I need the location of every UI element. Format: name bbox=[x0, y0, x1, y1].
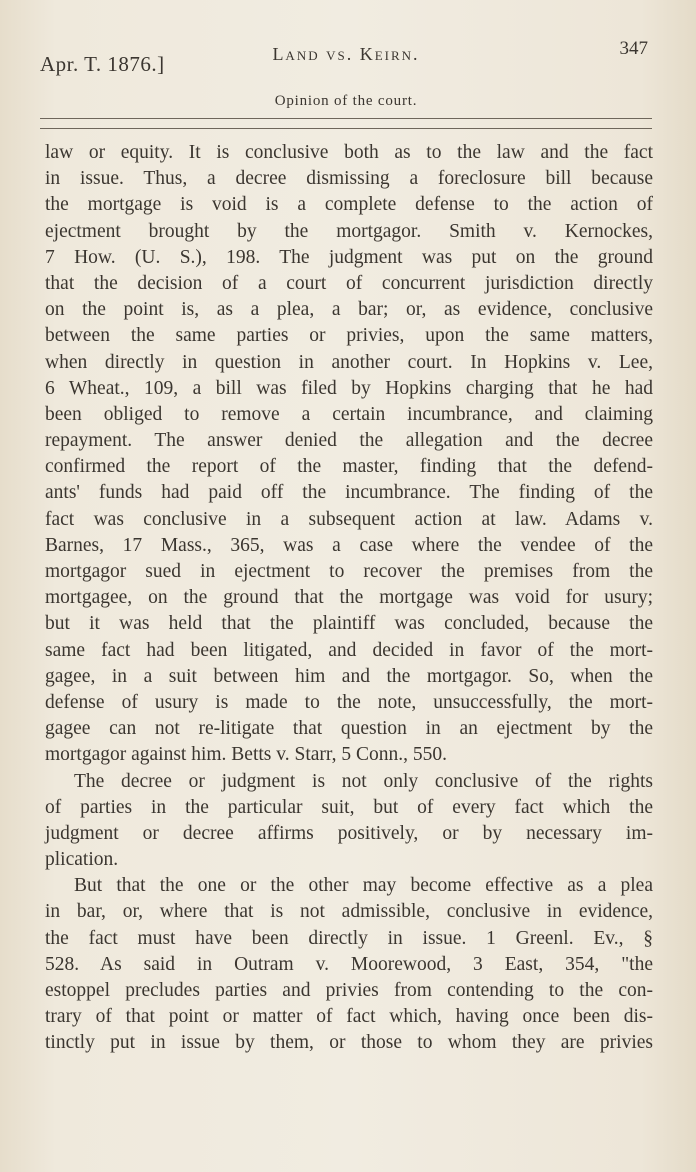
text-line: gagee, in a suit between him and the mortgagor. So, when the bbox=[45, 665, 653, 687]
text-line: plication. bbox=[45, 849, 119, 871]
opinion-subheading: Opinion of the court. bbox=[274, 93, 418, 109]
text-line: trary of that point or matter of fact which, having once been dis- bbox=[45, 1006, 653, 1028]
text-line: tinctly put in issue by them, or those to whom they are privies bbox=[45, 1032, 653, 1054]
text-line: gagee can not re-litigate that question in an ejectment by the bbox=[45, 718, 653, 740]
text-line: mortgagee, on the ground that the mortgage was void for usury; bbox=[45, 587, 653, 609]
header-rule-bottom bbox=[40, 128, 652, 129]
text-line: estoppel precludes parties and privies from contending to the con- bbox=[45, 980, 653, 1001]
text-line: when directly in question in another court. In Hopkins v. Lee, bbox=[45, 351, 653, 373]
text-line: law or equity. It is conclusive both as to the law and the fact bbox=[45, 142, 653, 163]
text-line: the mortgage is void is a complete defense to the action of bbox=[45, 194, 653, 216]
term-label: Apr. T. 1876.] bbox=[40, 52, 165, 76]
case-title: Land vs. Keirn. bbox=[272, 44, 420, 64]
text-line: judgment or decree affirms positively, or by necessary im- bbox=[45, 822, 653, 844]
text-line: mortgagor against him. Betts v. Starr, 5 Conn., 550. bbox=[45, 744, 447, 766]
opinion-body bbox=[45, 140, 653, 1057]
text-line: Barnes, 17 Mass., 365, was a case where the vendee of the bbox=[45, 534, 653, 556]
text-line: in bar, or, where that is not admissible, conclusive in evidence, bbox=[45, 901, 653, 923]
text-line: fact was conclusive in a subsequent action at law. Adams v. bbox=[45, 508, 653, 530]
header-rule-top bbox=[40, 118, 652, 119]
text-line: on the point is, as a plea, a bar; or, as evidence, conclusive bbox=[45, 299, 653, 321]
paragraph-1 bbox=[45, 140, 653, 769]
text-line: been obliged to remove a certain incumbrance, and claiming bbox=[45, 403, 653, 425]
text-line: in issue. Thus, a decree dismissing a foreclosure bill because bbox=[45, 168, 653, 190]
text-line: that the decision of a court of concurrent jurisdiction directly bbox=[45, 272, 653, 294]
text-line: mortgagor sued in ejectment to recover the premises from the bbox=[45, 561, 653, 582]
text-line: 7 How. (U. S.), 198. The judgment was put on the ground bbox=[45, 246, 653, 268]
text-line: but it was held that the plaintiff was concluded, because the bbox=[45, 613, 653, 635]
text-line: 6 Wheat., 109, a bill was filed by Hopkins charging that he had bbox=[45, 377, 653, 399]
text-line: same fact had been litigated, and decided in favor of the mort- bbox=[45, 639, 653, 661]
text-line: between the same parties or privies, upon the same matters, bbox=[45, 325, 653, 347]
paragraph-2 bbox=[45, 769, 653, 874]
text-line: of parties in the particular suit, but of every fact which the bbox=[45, 796, 653, 818]
page-number: 347 bbox=[619, 38, 648, 59]
text-line: defense of usury is made to the note, unsuccessfully, the mort- bbox=[45, 691, 653, 713]
paragraph-3 bbox=[45, 873, 653, 1056]
text-line: repayment. The answer denied the allegation and the decree bbox=[45, 430, 653, 452]
text-line: confirmed the report of the master, finding that the defend- bbox=[45, 456, 653, 478]
text-line: the fact must have been directly in issue. 1 Greenl. Ev., § bbox=[45, 927, 653, 949]
text-line: 528. As said in Outram v. Moorewood, 3 East, 354, "the bbox=[45, 953, 653, 975]
running-header bbox=[40, 38, 652, 78]
text-line: But that the one or the other may become effective as a plea bbox=[74, 875, 653, 897]
text-line: ants' funds had paid off the incumbrance. The finding of the bbox=[45, 482, 653, 504]
text-line: The decree or judgment is not only conclusive of the rights bbox=[74, 770, 653, 792]
text-line: ejectment brought by the mortgagor. Smith v. Kernockes, bbox=[45, 220, 653, 242]
